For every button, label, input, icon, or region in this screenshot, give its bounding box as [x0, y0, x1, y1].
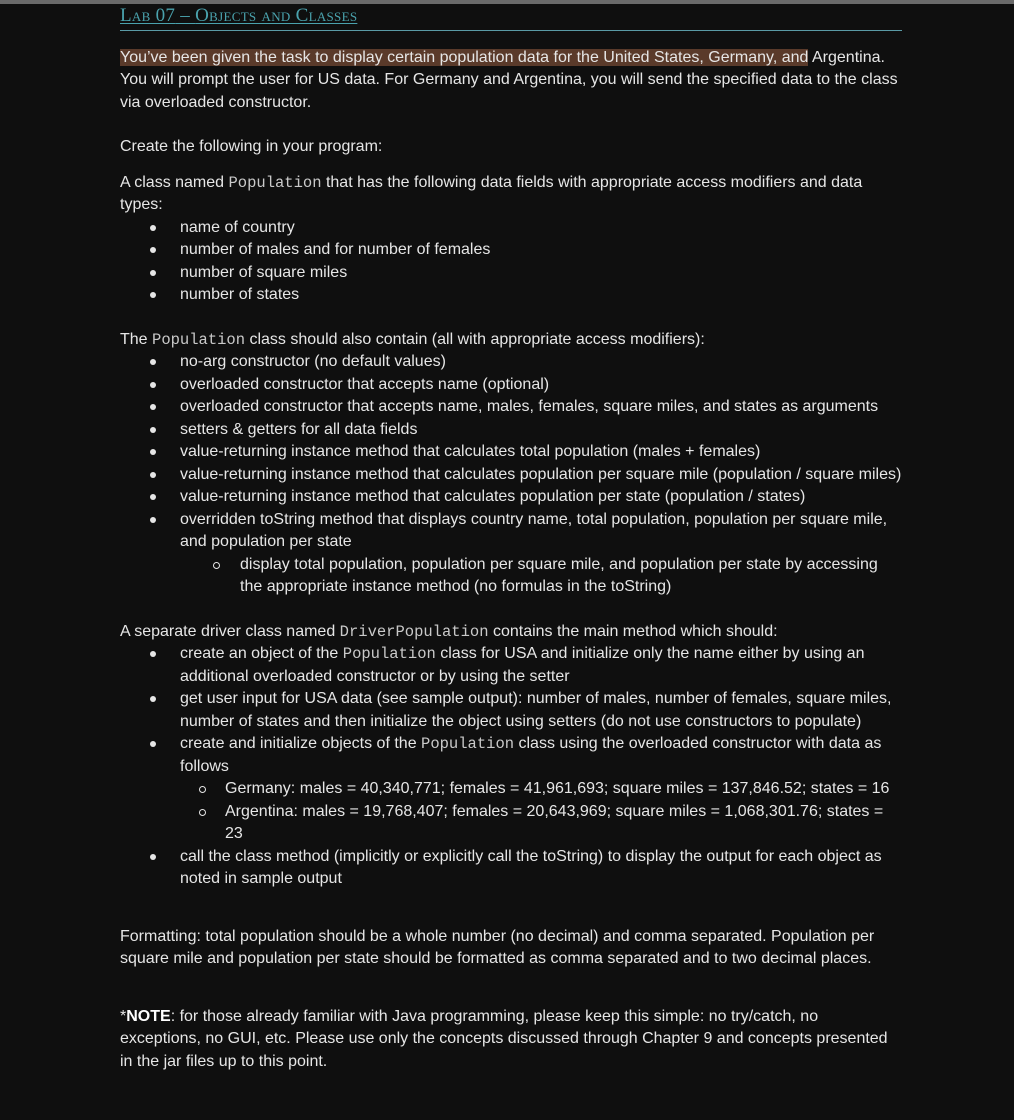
methods-para-post: class should also contain (all with appropriate access modifiers): — [245, 330, 705, 348]
page-title — [120, 5, 357, 26]
list-item: number of states — [120, 284, 902, 307]
list-item: name of country — [120, 217, 902, 240]
class-para-pre: A class named — [120, 173, 229, 191]
list-item — [120, 509, 902, 599]
list-item: value-returning instance method that calculates population per square mile (population / square miles) — [120, 464, 902, 487]
class-para-post: that has the following data fields with appropriate access modifiers and data types: — [120, 173, 863, 213]
intro-highlighted: You’ve been given the task to display certain population data for the United States, Germany, and — [120, 48, 809, 66]
formatting-paragraph: Formatting: total population should be a whole number (no decimal) and comma separated. Population per square mile and population per state should be formatted as comma separated and to two decimal places. — [120, 927, 875, 967]
list-item — [120, 733, 902, 846]
title-rest: Objects and Classes — [195, 5, 358, 26]
title-dash: – — [175, 5, 196, 26]
note-text: : for those already familiar with Java programming, please keep this simple: no try/catch, no exceptions, no GUI, etc. Please use only the concepts discussed through Chapter 9 and concepts presented in the jar files up to this point. — [120, 1007, 888, 1070]
sub-list-item: display total population, population per square mile, and population per state by accessing the appropriate instance method (no formulas in the toString) — [180, 554, 902, 599]
driver-para-post: contains the main method which should: — [488, 622, 778, 640]
list-item: no-arg constructor (no default values) — [120, 351, 902, 374]
title-lab: Lab 07 — [120, 5, 176, 26]
note-paragraph — [120, 1006, 902, 1074]
list-item: setters & getters for all data fields — [120, 419, 902, 442]
document-page — [120, 0, 902, 1073]
list-item: overloaded constructor that accepts name, males, females, square miles, and states as arguments — [120, 396, 902, 419]
list-item: get user input for USA data (see sample output): number of males, number of females, square miles, number of states and then initialize the object using setters (do not use constructors to populate) — [120, 688, 902, 733]
tostring-sublist — [180, 554, 902, 599]
title-bar — [120, 5, 902, 31]
sub-list-item-germany: Germany: males = 40,340,771; females = 41,961,693; square miles = 137,846.52; states = 16 — [180, 778, 902, 801]
driver-para-pre: A separate driver class named — [120, 622, 340, 640]
class-name-code: Population — [342, 645, 436, 663]
driver-i1-post: class for USA and initialize only the name either by using an additional overloaded constructor or by using the setter — [180, 645, 865, 685]
create-heading: Create the following in your program: — [120, 138, 383, 155]
class-paragraph — [120, 172, 902, 217]
fields-list — [120, 217, 902, 307]
class-name-code: Population — [421, 735, 515, 753]
intro-rest: Argentina. You will prompt the user for US data. For Germany and Argentina, you will send the specified data to the class via overloaded constructor. — [120, 48, 898, 111]
note-label: NOTE — [126, 1007, 171, 1025]
list-item: number of square miles — [120, 262, 902, 285]
driver-i1-pre: create an object of the — [180, 645, 343, 662]
tostring-item-text: overridden toString method that displays country name, total population, population per square mile, and population per state — [180, 510, 888, 550]
methods-list — [120, 351, 902, 599]
driver-i3-post: class using the overloaded constructor with data as follows — [180, 735, 882, 775]
country-data-sublist — [180, 778, 902, 846]
methods-paragraph — [120, 329, 902, 352]
methods-para-pre: The — [120, 330, 153, 348]
list-item: number of males and for number of females — [120, 239, 902, 262]
list-item: value-returning instance method that calculates total population (males + females) — [120, 441, 902, 464]
list-item: overloaded constructor that accepts name (optional) — [120, 374, 902, 397]
driver-class-code: DriverPopulation — [339, 622, 489, 641]
list-item — [120, 643, 902, 688]
class-name-code: Population — [228, 173, 322, 192]
driver-paragraph — [120, 621, 902, 644]
sub-list-item-argentina: Argentina: males = 19,768,407; females = 20,643,969; square miles = 1,068,301.76; states = 23 — [180, 801, 902, 846]
driver-i3-pre: create and initialize objects of the — [180, 735, 422, 752]
list-item: value-returning instance method that calculates population per state (population / states) — [120, 486, 902, 509]
note-prefix: * — [120, 1007, 127, 1025]
list-item: call the class method (implicitly or explicitly call the toString) to display the output for each object as noted in sample output — [120, 846, 902, 891]
class-name-code: Population — [152, 330, 246, 349]
intro-paragraph — [120, 47, 902, 115]
driver-list — [120, 643, 902, 891]
